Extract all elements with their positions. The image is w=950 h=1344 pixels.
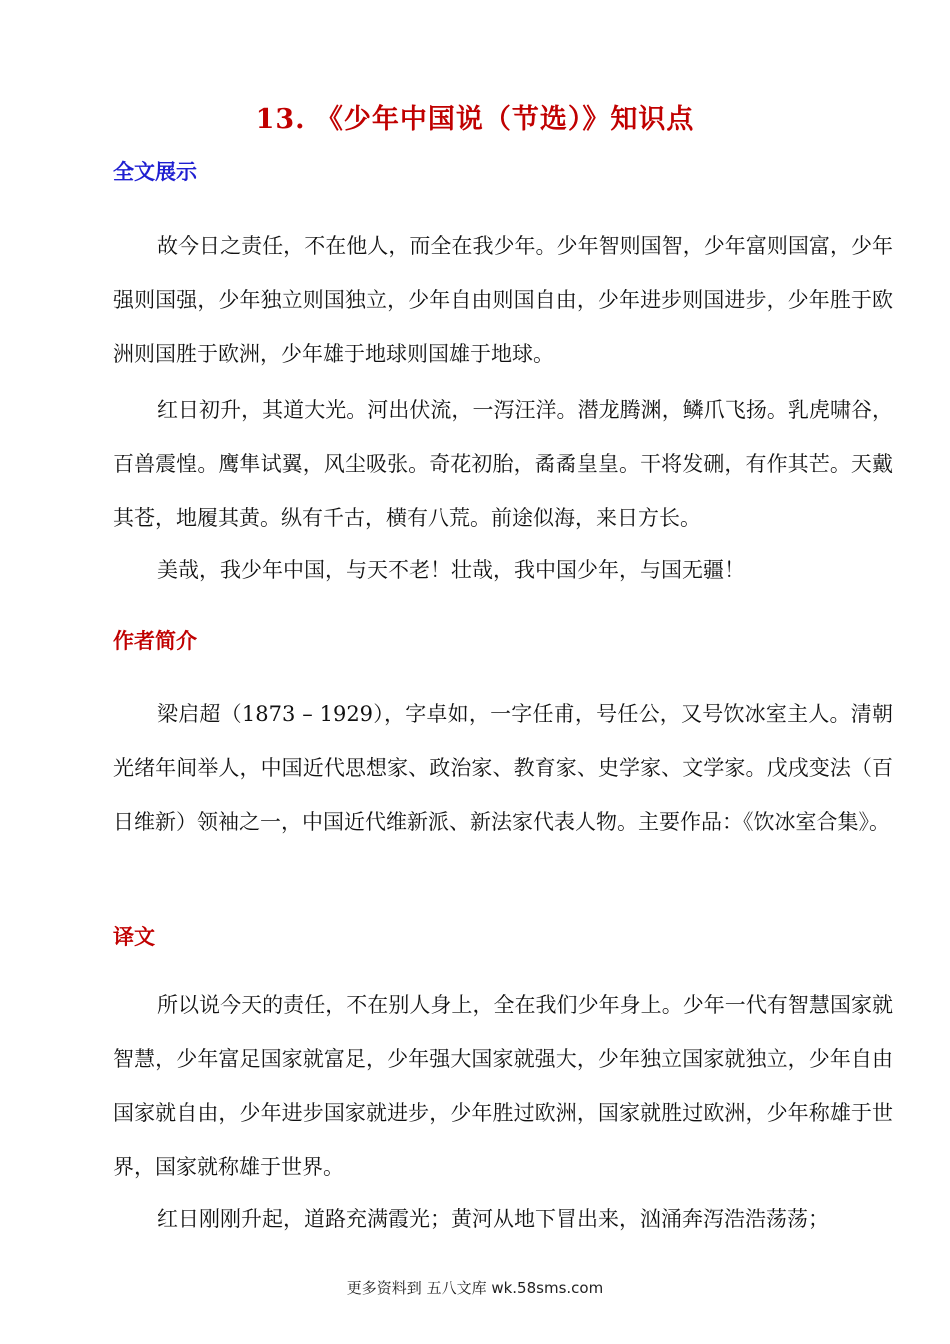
section-heading-author: 作者简介	[113, 628, 197, 653]
paragraph-translation-1: 所以说今天的责任，不在别人身上，全在我们少年身上。少年一代有智慧国家就智慧，少年富足国家就富足，少年强大国家就强大，少年独立国家就独立，少年自由国家就自由，少年进步国家就进步，少年胜过欧洲，国家就胜过欧洲，少年称雄于世界，国家就称雄于世界。	[113, 993, 893, 1179]
section-heading-full-text: 全文展示	[113, 159, 197, 184]
paragraph-full-text-3: 美哉，我少年中国，与天不老！壮哉，我中国少年，与国无疆！	[157, 558, 745, 582]
paragraph-full-text-1: 故今日之责任，不在他人，而全在我少年。少年智则国智，少年富则国富，少年强则国强，少年独立则国独立，少年自由则国自由，少年进步则国进步，少年胜于欧洲则国胜于欧洲，少年雄于地球则国雄于地球。	[113, 234, 893, 366]
page-footer: 更多资料到 五八文库 wk.58sms.com	[346, 1279, 604, 1297]
document-title: 13. 《少年中国说（节选）》知识点	[255, 104, 695, 136]
paragraph-full-text-2: 红日初升，其道大光。河出伏流，一泻汪洋。潜龙腾渊，鳞爪飞扬。乳虎啸谷，百兽震惶。鹰隼试翼，风尘吸张。奇花初胎，矞矞皇皇。干将发硎，有作其芒。天戴其苍，地履其黄。纵有千古，横有八荒。前途似海，来日方长。	[113, 398, 893, 530]
paragraph-author-bio: 梁启超（1873 – 1929），字卓如，一字任甫，号任公，又号饮冰室主人。清朝光绪年间举人，中国近代思想家、政治家、教育家、史学家、文学家。戊戌变法（百日维新）领袖之一，中国近代维新派、新法家代表人物。主要作品：《饮冰室合集》。	[113, 702, 893, 834]
paragraph-translation-2: 红日刚刚升起，道路充满霞光；黄河从地下冒出来，汹涌奔泻浩浩荡荡；	[157, 1207, 829, 1231]
section-heading-translation: 译文	[113, 924, 155, 949]
